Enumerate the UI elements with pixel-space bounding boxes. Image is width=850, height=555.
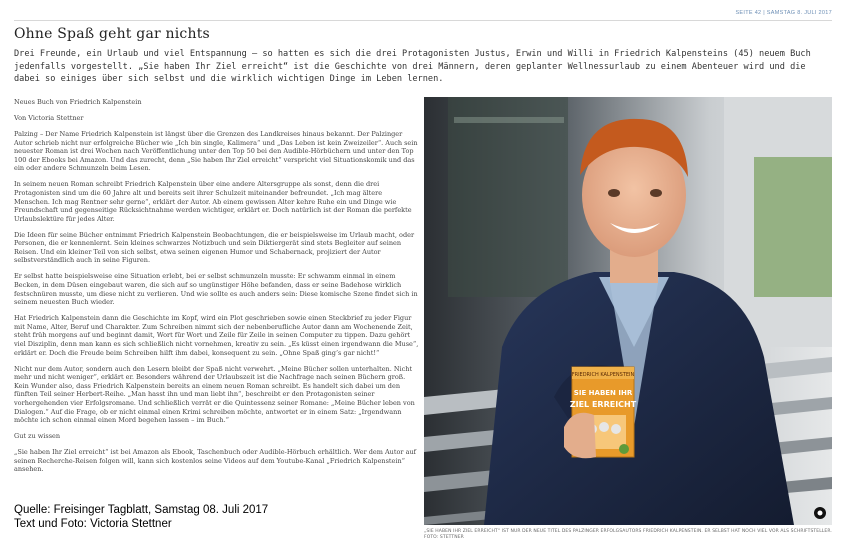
source-line: Quelle: Freisinger Tagblatt, Samstag 08. Juli 2017 [14,504,269,516]
book-cover-author: FRIEDRICH KALPENSTEIN [571,372,635,378]
book-cover-title-1: SIE HABEN IHR [573,389,633,397]
source-credit [14,503,268,531]
credit-line: Text und Foto: Victoria Stettner [14,518,172,530]
article-headline: Ohne Spaß geht gar nichts [14,26,210,42]
article-lead: Drei Freunde, ein Urlaub und viel Entspannung – so hatten es sich die drei Protagonisten Justus, Erwin und Willi in Friedrich Kalpensteins (45) neuem Buch jedenfalls vorgestellt. „Sie haben Ihr Ziel erreicht“ ist die Geschichte von drei Männern, deren geplanter Wellnessurlaub zu einem Abenteuer wird und die dabei so einiges über sich selbst und die wirklich wichtigen Dinge im Leben lernen. [14,49,811,84]
article-paragraph: Er selbst hatte beispielsweise eine Situation erlebt, bei er selbst schmunzeln musste: Er schwamm einmal in einem Becken, in dem Düsen eingebaut waren, die sich auf so ungünstiger Höhe befanden, dass er seine Badehose wirklich festschnüren musste, um diese nicht zu verlieren. Und wie sollte es auch anders sein: Diese komische Szene findet sich in seinem neuesten Buch wieder. [14,272,418,307]
article-body [14,98,419,481]
article-paragraph: Hat Friedrich Kalpenstein dann die Geschichte im Kopf, wird ein Plot geschrieben sowie einen Steckbrief zu jeder Figur mit Name, Alter, Beruf und Charakter. Zum Schreiben nimmt sich der nebenberufliche Autor dann am Wochenende Zeit, steht früh morgens auf und beginnt damit, Wort für Wort und Zeile für Zeile in seinen Computer zu tippen. Dazu gehört viel Disziplin, denn man kann es sich schließlich nicht vornehmen, kreativ zu sein. „Es küsst einen irgendwann die Muse“, erklärt er. Doch die Freude beim Schreiben hilft ihm dabei, konsequent zu sein. „Ohne Spaß ging’s gar nicht!“ [14,314,419,357]
info-box-text: „Sie haben Ihr Ziel erreicht“ ist bei Amazon als Ebook, Taschenbuch oder Audible-Hörbuch erhältlich. Wer dem Autor auf seinen Recherche-Reisen folgen will, kann sich kostenlos seine Videos auf dem Youtube-Kanal „Friedrich Kalpenstein“ ansehen. [14,448,417,474]
article-kicker: Neues Buch von Friedrich Kalpenstein [14,98,142,106]
page-meta: SEITE 42 | SAMSTAG 8. JULI 2017 [735,10,832,16]
article-paragraph: In seinem neuen Roman schreibt Friedrich Kalpenstein über eine andere Altersgruppe als sonst, denn die drei Protagonisten sind um die 60 Jahre alt und bereits seit ihrer Schulzeit miteinander befreundet. „Ich mag ältere Menschen. Ich mag Rentner sehr gerne“, erklärt der Autor. Ab einem gewissen Alter kehre Ruhe ein und Dinge wie Freundschaft und gegenseitige Rücksichtnahme werden wichtiger, erklärt er. Doch natürlich ist der Roman die perfekte Urlaubslektüre für jedes Alter. [14,180,412,223]
book-cover-title-2: ZIEL ERREICHT [569,400,637,409]
info-box-heading: Gut zu wissen [14,432,61,441]
header-divider [14,20,832,21]
article-byline: Von Victoria Stettner [14,113,84,122]
article-paragraph: Nicht nur dem Autor, sondern auch den Lesern bleibt der Spaß nicht verwehrt. „Meine Bücher sollen unterhalten. Nicht mehr und nicht weniger“, erklärt er. Besonders während der Urlaubszeit ist die Nachfrage nach seinen Büchern groß. Kein Wunder also, dass Friedrich Kalpenstein bereits an einem neuen Roman schreibt. Es handelt sich dabei um den fünften Teil seiner Herbert-Reihe. „Man hasst ihn und man liebt ihn“, beschreibt er den Protagonisten seiner vorhergehenden vier Erfolgsromane. Und schließlich verrät er die Quintessenz seiner Romane: „Meine Bücher leben von Dialogen.“ Auf die Frage, ob er nicht einmal einen Krimi schreiben möchte, antwortet er in einem Satz: „Irgendwann möchte ich schon einmal einen Mord begehen lassen – im Buch.“ [14,364,415,425]
author-photo [424,97,832,525]
article-paragraph: Palzing – Der Name Friedrich Kalpenstein ist längst über die Grenzen des Landkreises hinaus bekannt. Der Palzinger Autor schrieb nicht nur erfolgreiche Bücher wie „Ich bin single, Kalimera“ und „Das Leben ist kein Zweizeiler“. Auch sein neuester Roman ist drei Wochen nach Veröffentlichung unter den Top 50 bei den Audible-Hörbüchern und unter den Top 100 der Ebooks bei Amazon. Und das zurecht, denn „Sie haben Ihr Ziel erreicht“ verspricht viel Situationskomik und das ein oder andere Schmunzeln beim Lesen. [14,129,418,173]
article-paragraph: Die Ideen für seine Bücher entnimmt Friedrich Kalpenstein Beobachtungen, die er beispielsweise im Urlaub macht, oder Personen, die er kennenlernt. Sein kleines schwarzes Notizbuch und sein Diktiergerät sind stets Begleiter auf seinen Reisen. Und ein kleiner Teil von sich selbst, etwa seinen eigenen Humor und Schabernack, projiziert der Autor selbstverständlich auch in seine Figuren. [14,230,415,265]
photo-caption: „SIE HABEN IHR ZIEL ERREICHT“ IST NUR DER NEUE TITEL DES PALZINGER ERFOLGSAUTORS FRIEDRICH KALPENSTEIN. ER SELBST HAT NOCH VIEL VOR ALS SCHRIFTSTELLER. FOTO: STETTNER [424,529,832,540]
